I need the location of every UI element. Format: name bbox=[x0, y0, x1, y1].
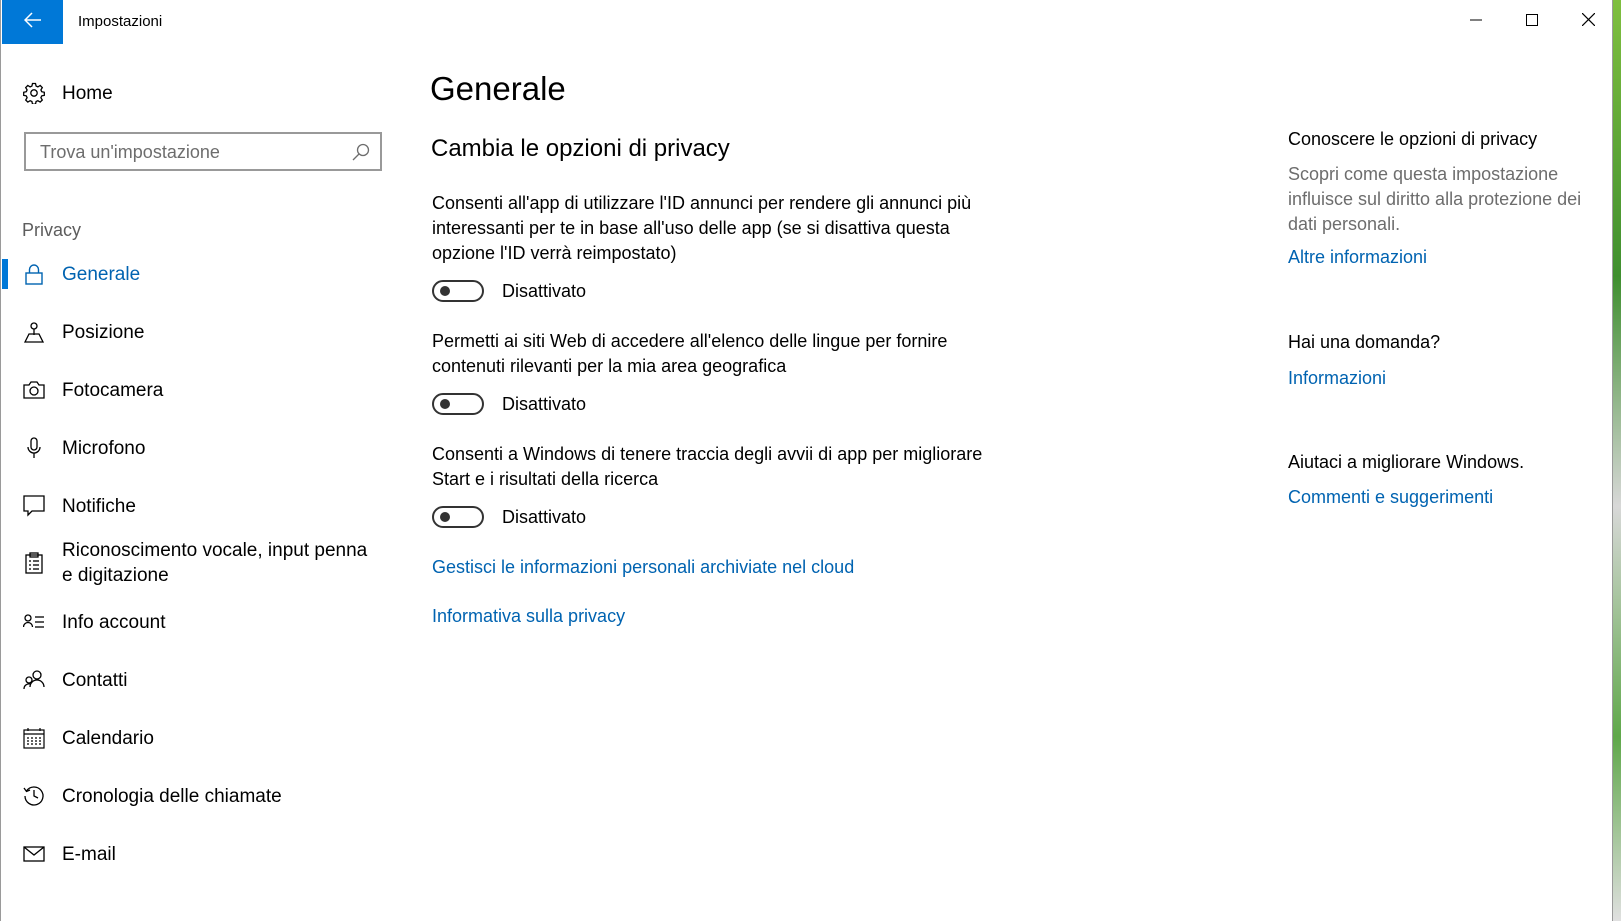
sidebar-item-posizione[interactable] bbox=[2, 310, 402, 354]
sidebar-item-label: Riconoscimento vocale, input penna e digitazione bbox=[62, 540, 368, 586]
sidebar-item-label: Notifiche bbox=[62, 495, 136, 517]
toggle-state-label: Disattivato bbox=[502, 507, 587, 527]
microphone-icon bbox=[22, 436, 46, 460]
sidebar-item-riconoscimento-vocale[interactable] bbox=[2, 530, 402, 596]
sidebar-item-label: Contatti bbox=[62, 669, 128, 691]
sidebar-item-notifiche[interactable] bbox=[2, 484, 402, 528]
account-info-icon bbox=[22, 610, 46, 634]
toggle-knob bbox=[440, 286, 450, 296]
app-launch-tracking-toggle[interactable] bbox=[432, 506, 484, 528]
privacy-statement-link[interactable]: Informativa sulla privacy bbox=[432, 606, 626, 626]
sidebar-item-generale[interactable] bbox=[2, 252, 402, 296]
lock-icon bbox=[22, 262, 46, 286]
setting-advertising-id-description: Consenti all'app di utilizzare l'ID annunci per rendere gli annunci più interessanti per te in base all'uso delle app (se si disattiva questa opzione l'ID verrà reimpostato) bbox=[432, 193, 972, 263]
learn-privacy-title: Conoscere le opzioni di privacy bbox=[1288, 129, 1538, 149]
setting-language-list-description: Permetti ai siti Web di accedere all'elenco delle lingue per fornire contenuti rilevanti per la mia area geografica bbox=[432, 331, 948, 376]
history-icon bbox=[22, 784, 46, 808]
mail-icon bbox=[22, 842, 46, 866]
feedback-link[interactable]: Commenti e suggerimenti bbox=[1288, 487, 1494, 507]
selection-indicator bbox=[2, 259, 8, 289]
advertising-id-toggle[interactable] bbox=[432, 280, 484, 302]
toggle-knob bbox=[440, 512, 450, 522]
sidebar-item-contatti[interactable] bbox=[2, 658, 402, 702]
toggle-state-label: Disattivato bbox=[502, 281, 587, 301]
sidebar-item-home[interactable] bbox=[2, 71, 402, 115]
location-icon bbox=[22, 320, 46, 344]
manage-cloud-info-link[interactable]: Gestisci le informazioni personali archiviate nel cloud bbox=[432, 557, 855, 577]
sidebar-item-label: Cronologia delle chiamate bbox=[62, 785, 282, 807]
close-button[interactable] bbox=[1560, 0, 1616, 44]
section-title: Cambia le opzioni di privacy bbox=[431, 135, 730, 162]
search-box[interactable] bbox=[24, 132, 382, 171]
sidebar-item-email[interactable] bbox=[2, 832, 402, 876]
sidebar-item-info-account[interactable] bbox=[2, 600, 402, 644]
more-info-link[interactable]: Altre informazioni bbox=[1288, 247, 1428, 267]
sidebar-item-fotocamera[interactable] bbox=[2, 368, 402, 412]
page-title: Generale bbox=[430, 70, 566, 107]
calendar-icon bbox=[22, 726, 46, 750]
arrow-left-icon bbox=[24, 12, 42, 33]
minimize-button[interactable] bbox=[1448, 0, 1504, 44]
get-help-link[interactable]: Informazioni bbox=[1288, 368, 1387, 388]
question-title: Hai una domanda? bbox=[1288, 332, 1441, 352]
maximize-icon bbox=[1526, 13, 1538, 31]
toggle-knob bbox=[440, 399, 450, 409]
maximize-button[interactable] bbox=[1504, 0, 1560, 44]
gear-icon bbox=[22, 81, 46, 105]
close-icon bbox=[1582, 13, 1595, 31]
sidebar-item-cronologia-chiamate[interactable] bbox=[2, 774, 402, 818]
sidebar-item-calendario[interactable] bbox=[2, 716, 402, 760]
window-title: Impostazioni bbox=[78, 13, 163, 30]
notification-icon bbox=[22, 494, 46, 518]
search-icon[interactable] bbox=[352, 143, 370, 161]
desktop-background bbox=[1613, 0, 1621, 921]
toggle-state-label: Disattivato bbox=[502, 394, 587, 414]
sidebar-item-label: Home bbox=[62, 82, 113, 104]
sidebar-item-label: E-mail bbox=[62, 843, 116, 865]
sidebar-item-label: Posizione bbox=[62, 321, 145, 343]
back-button[interactable] bbox=[2, 0, 63, 44]
minimize-icon bbox=[1470, 13, 1482, 31]
setting-app-launch-tracking-description: Consenti a Windows di tenere traccia degli avvii di app per migliorare Start e i risultati della ricerca bbox=[432, 444, 983, 489]
language-list-toggle[interactable] bbox=[432, 393, 484, 415]
sidebar-item-label: Fotocamera bbox=[62, 379, 164, 401]
learn-privacy-text: Scopri come questa impostazione influisce sul diritto alla protezione dei dati personali. bbox=[1288, 164, 1582, 234]
search-input[interactable] bbox=[40, 140, 340, 164]
contacts-icon bbox=[22, 668, 46, 692]
sidebar-item-microfono[interactable] bbox=[2, 426, 402, 470]
sidebar-item-label: Calendario bbox=[62, 727, 154, 749]
title-bar bbox=[1, 0, 1612, 44]
camera-icon bbox=[22, 378, 46, 402]
clipboard-icon bbox=[22, 551, 46, 575]
sidebar bbox=[2, 44, 402, 921]
improve-windows-title: Aiutaci a migliorare Windows. bbox=[1288, 452, 1525, 472]
section-header: Privacy bbox=[22, 220, 82, 240]
sidebar-item-label: Microfono bbox=[62, 437, 146, 459]
sidebar-item-label: Info account bbox=[62, 611, 166, 633]
sidebar-item-label: Generale bbox=[62, 263, 141, 285]
